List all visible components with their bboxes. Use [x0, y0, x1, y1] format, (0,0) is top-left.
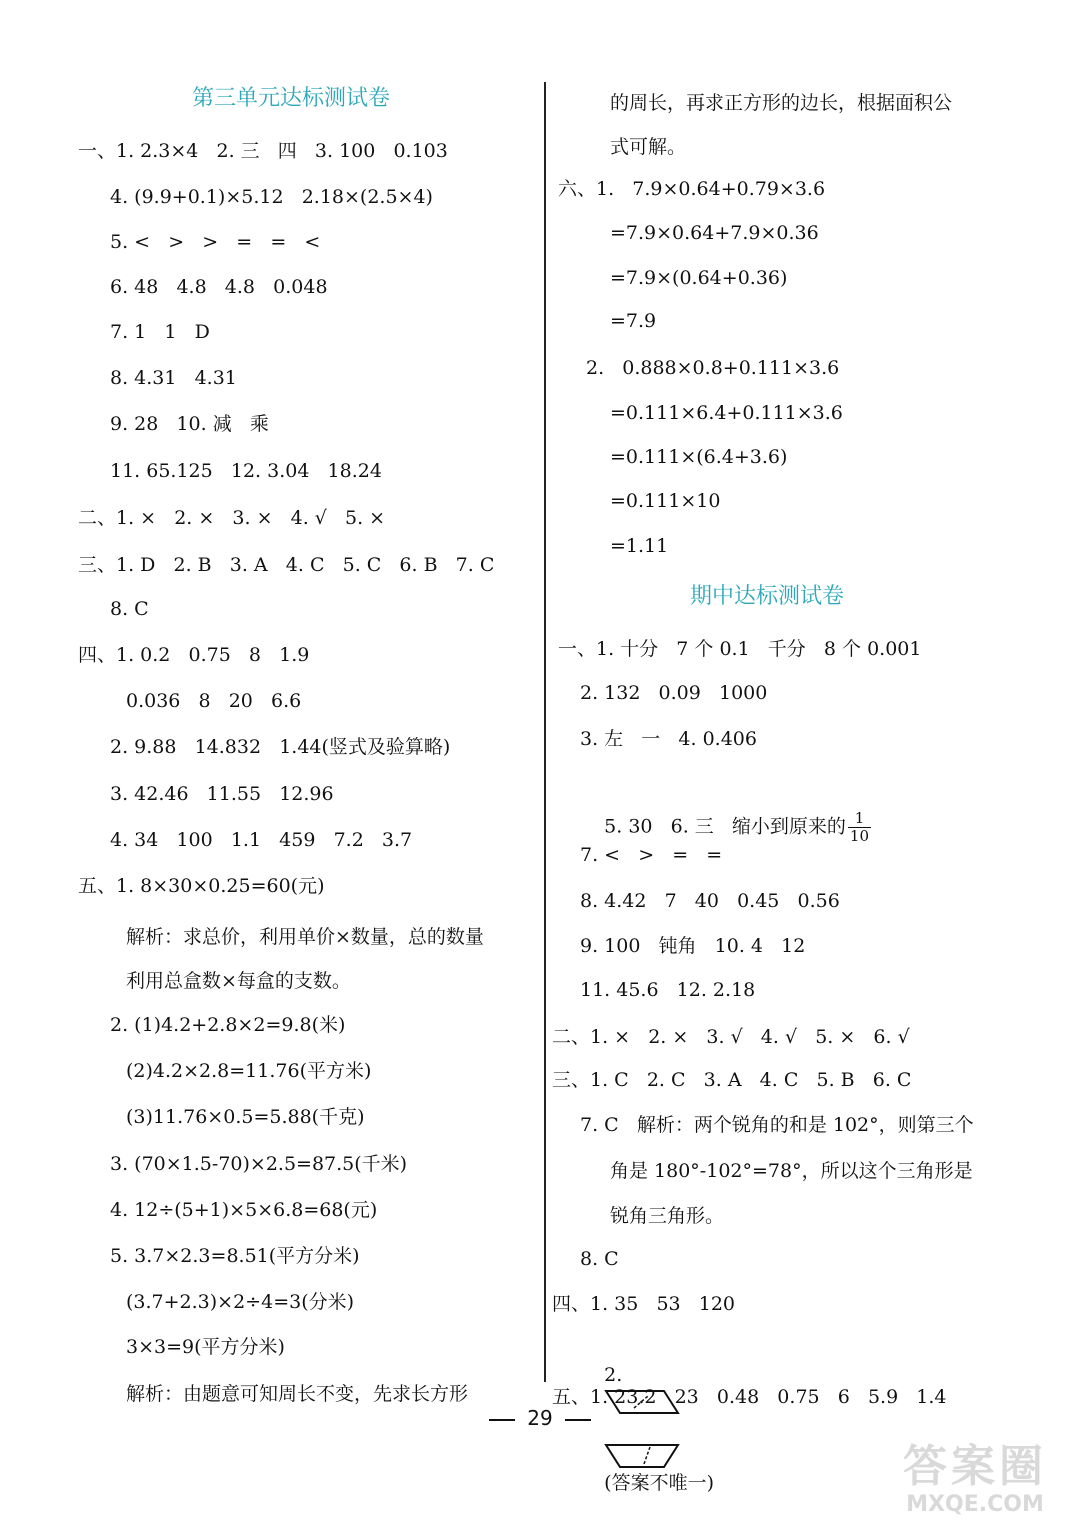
section-title-unit3: 第三单元达标测试卷 [192, 86, 391, 111]
answer-line: 4. 34 100 1.1 459 7.2 3.7 [110, 829, 413, 851]
answer-line: 3. 左 一 4. 0.406 [580, 728, 757, 750]
answer-line: 4. (9.9+0.1)×5.12 2.18×(2.5×4) [110, 186, 433, 208]
explanation-line: 的周长，再求正方形的边长，根据面积公 [610, 92, 953, 114]
answer-line: =7.9×(0.64+0.36) [610, 267, 788, 289]
answer-line: 8. 4.42 7 40 0.45 0.56 [580, 890, 840, 912]
fraction-denominator: 10 [849, 827, 870, 845]
answer-line: 5. < > > = = < [110, 231, 321, 253]
answer-line: 6. 48 4.8 4.8 0.048 [110, 276, 328, 298]
answer-line: 2. (1)4.2+2.8×2=9.8(米) [110, 1014, 346, 1036]
answer-line: 0.036 8 20 6.6 [126, 690, 302, 712]
answer-line: 3. 42.46 11.55 12.96 [110, 783, 334, 805]
answer-line: 3. (70×1.5-70)×2.5=87.5(千米) [110, 1153, 408, 1175]
answer-line: 三、1. C 2. C 3. A 4. C 5. B 6. C [552, 1069, 912, 1091]
section-title-midterm: 期中达标测试卷 [690, 584, 845, 609]
shapes-prefix: 2. [604, 1364, 623, 1386]
explanation-line: 解析：由题意可知周长不变，先求长方形 [126, 1383, 469, 1405]
page-number [0, 1406, 1080, 1430]
shapes-note: (答案不唯一) [604, 1472, 714, 1494]
answer-line: 五、1. 8×30×0.25=60(元) [78, 875, 325, 897]
explanation-line: 式可解。 [610, 136, 687, 158]
answer-line: =0.111×10 [610, 490, 721, 512]
fraction [848, 810, 871, 845]
answer-line: 三、1. D 2. B 3. A 4. C 5. C 6. B 7. C [78, 554, 495, 576]
explanation-line: 解析：求总价，利用单价×数量，总的数量 [126, 926, 484, 948]
answer-line: 8. C [110, 598, 149, 620]
column-divider [544, 82, 546, 1382]
answer-line: 2. 9.88 14.832 1.44(竖式及验算略) [110, 736, 451, 758]
answer-line: 8. 4.31 4.31 [110, 367, 237, 389]
answer-line: 一、1. 十分 7 个 0.1 千分 8 个 0.001 [558, 638, 922, 660]
answer-line: 11. 45.6 12. 2.18 [580, 979, 756, 1001]
answer-line: 8. C [580, 1248, 619, 1270]
answer-line: 2. 132 0.09 1000 [580, 682, 768, 704]
answer-line: =0.111×(6.4+3.6) [610, 446, 788, 468]
answer-line: =0.111×6.4+0.111×3.6 [610, 402, 843, 424]
explanation-line: 利用总盒数×每盒的支数。 [126, 970, 351, 992]
answer-line: 二、1. × 2. × 3. √ 4. √ 5. × 6. √ [552, 1026, 910, 1048]
answer-line: 9. 28 10. 减 乘 [110, 413, 269, 435]
parallelogram-shape-2 [604, 1442, 680, 1470]
answer-line: 二、1. × 2. × 3. × 4. √ 5. × [78, 507, 386, 529]
answer-line: 一、1. 2.3×4 2. 三 四 3. 100 0.103 [78, 140, 448, 162]
watermark-logo [880, 1442, 1070, 1528]
answer-line: 2. 0.888×0.8+0.111×3.6 [586, 357, 840, 379]
watermark-text: 答案圈 [903, 1441, 1047, 1492]
explanation-line: 锐角三角形。 [610, 1205, 725, 1227]
fraction-numerator: 1 [848, 810, 871, 828]
fraction-line-text: 5. 30 6. 三 缩小到原来的 [604, 815, 846, 838]
answer-line: 7. 1 1 D [110, 321, 210, 343]
answer-line: 四、1. 35 53 120 [552, 1293, 736, 1315]
answer-line: 3×3=9(平方分米) [126, 1336, 285, 1358]
answer-line: =7.9 [610, 310, 657, 332]
answer-line: (3)11.76×0.5=5.88(千克) [126, 1106, 365, 1128]
explanation-line: 7. C 解析：两个锐角的和是 102°，则第三个 [580, 1114, 974, 1136]
answer-line: 四、1. 0.2 0.75 8 1.9 [78, 644, 310, 666]
answer-line: =7.9×0.64+7.9×0.36 [610, 222, 819, 244]
answer-line: =1.11 [610, 535, 669, 557]
page-number-text: 29 [527, 1406, 553, 1430]
explanation-line: 角是 180°-102°=78°，所以这个三角形是 [610, 1160, 973, 1182]
answer-line: (3.7+2.3)×2÷4=3(分米) [126, 1291, 355, 1313]
answer-line: 11. 65.125 12. 3.04 18.24 [110, 460, 382, 482]
answer-line: 5. 3.7×2.3=8.51(平方分米) [110, 1245, 360, 1267]
answer-line: 7. < > = = [580, 844, 723, 866]
answer-line: 4. 12÷(5+1)×5×6.8=68(元) [110, 1199, 378, 1221]
answer-line: 六、1. 7.9×0.64+0.79×3.6 [558, 178, 826, 200]
watermark-domain: MXQE.COM [906, 1492, 1044, 1517]
answer-line: (2)4.2×2.8=11.76(平方米) [126, 1060, 372, 1082]
answer-line: 五、1. 23.2 23 0.48 0.75 6 5.9 1.4 [552, 1386, 947, 1408]
answer-line: 9. 100 钝角 10. 4 12 [580, 935, 806, 957]
